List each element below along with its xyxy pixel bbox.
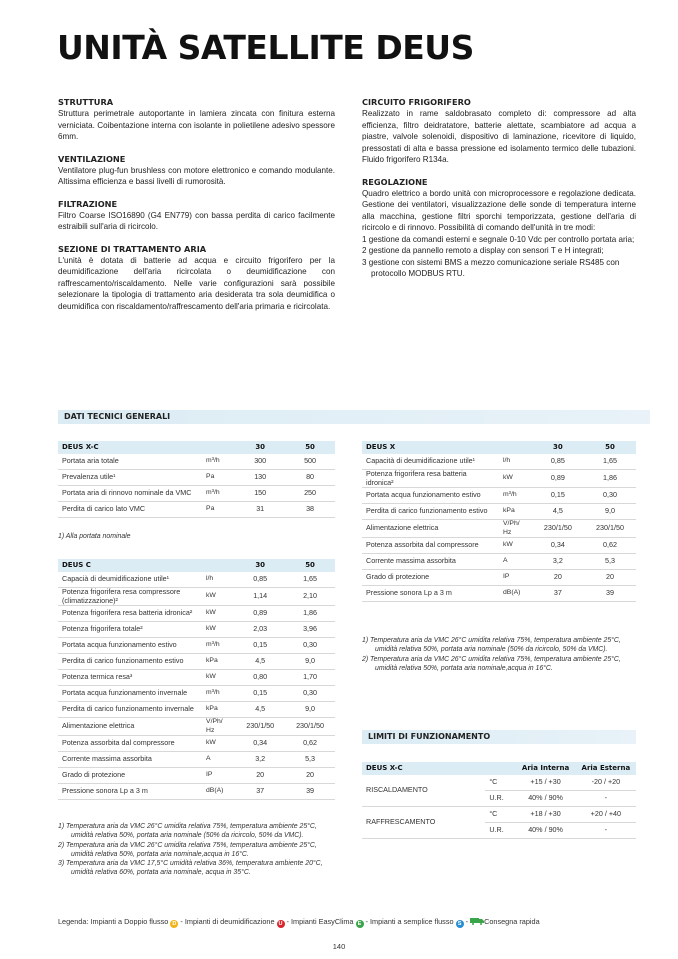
value-30: 4,5	[532, 504, 584, 520]
unit-cell: kW	[499, 470, 532, 488]
unit-cell: kW	[202, 606, 235, 622]
table-row	[58, 752, 335, 768]
unit-cell: IP	[499, 570, 532, 586]
section-regolazione	[362, 177, 636, 280]
truck-icon	[470, 918, 484, 925]
row-label: Corrente massima assorbita	[362, 554, 499, 570]
column-header: DEUS C	[58, 559, 202, 572]
value-50: 1,65	[584, 454, 636, 470]
value-50: 39	[584, 586, 636, 602]
row-label: Portata acqua funzionamento invernale	[58, 686, 202, 702]
value-30: 37	[532, 586, 584, 602]
section-ventilazione	[58, 154, 335, 188]
table-limiti	[362, 762, 636, 839]
control-modes-list	[362, 234, 636, 280]
row-label: Perdita di carico funzionamento estivo	[362, 504, 499, 520]
section-heading: SEZIONE DI TRATTAMENTO ARIA	[58, 243, 207, 254]
footnote: 1) Temperatura aria da VMC 26°C umidita relativa 75%, temperatura ambiente 25°C, umidità relativa 50%, portata aria nominale (50% da ricircolo, 50% da VMC).	[362, 637, 621, 654]
unit-cell: Pa	[202, 502, 235, 518]
unit-cell: Pa	[202, 470, 235, 486]
value-50: 230/1/50	[285, 718, 335, 736]
aria-interna-value: 40% / 90%	[515, 823, 575, 839]
column-header: 50	[285, 441, 335, 454]
value-50: 1,86	[584, 470, 636, 488]
row-label: Capacià di deumidificazione utile¹	[58, 572, 202, 588]
row-label: Perdita di carico funzionamento estivo	[58, 654, 202, 670]
value-50: 9,0	[285, 654, 335, 670]
table-row	[362, 586, 636, 602]
value-30: 4,5	[235, 654, 285, 670]
unit-cell: °C	[485, 807, 515, 823]
unit-cell: l/h	[499, 454, 532, 470]
row-label: Potenza termica resa³	[58, 670, 202, 686]
description-right-column	[362, 97, 636, 291]
value-50: 1,86	[285, 606, 335, 622]
value-50: 250	[285, 486, 335, 502]
aria-esterna-value: -	[576, 791, 636, 807]
aria-interna-value: +15 / +30	[515, 775, 575, 791]
value-50: 3,96	[285, 622, 335, 638]
value-30: 0,34	[235, 736, 285, 752]
row-label: Perdita di carico lato VMC	[58, 502, 202, 518]
footnote: 3) Temperatura aria da VMC 17,5°C umidità relativa 36%, temperatura ambiente 20°C, umidità relativa 60%, portata aria nominale, acqua in 35°C.	[58, 860, 323, 877]
section-text: Realizzato in rame saldobrasato completo di: compressore ad alta efficienza, filtro deidratatore, batterie alettate, scambiatore ad acqua a piastre, valvole solenoidi, dispositivo di laminazione, ricevitore di liquido, pressostati di alta e bassa pressione ed isolamento termico delle tubazioni. Fluido frigorifero R134a.	[362, 109, 636, 164]
row-label: Portata aria totale	[58, 454, 202, 470]
table-row	[58, 622, 335, 638]
row-label: Grado di protezione	[362, 570, 499, 586]
unit-cell: kW	[499, 538, 532, 554]
section-heading: FILTRAZIONE	[58, 198, 118, 209]
value-30: 2,03	[235, 622, 285, 638]
row-label: Portata acqua funzionamento estivo	[58, 638, 202, 654]
value-50: 2,10	[285, 588, 335, 606]
column-header	[202, 559, 235, 572]
legend-label: Consegna rapida	[484, 917, 540, 926]
unit-cell: A	[499, 554, 532, 570]
row-label: Pressione sonora Lp a 3 m	[58, 784, 202, 800]
section-heading: REGOLAZIONE	[362, 176, 428, 187]
unit-cell: kPa	[202, 654, 235, 670]
row-label: Alimentazione elettrica	[58, 718, 202, 736]
value-30: 0,15	[235, 686, 285, 702]
unit-cell: V/Ph/ Hz	[499, 520, 532, 538]
value-30: 4,5	[235, 702, 285, 718]
row-label: Perdita di carico funzionamento invernale	[58, 702, 202, 718]
value-50: 0,30	[285, 686, 335, 702]
unit-cell: dB(A)	[202, 784, 235, 800]
section-filtrazione	[58, 199, 335, 233]
aria-interna-value: +18 / +30	[515, 807, 575, 823]
unit-cell: U.R.	[485, 791, 515, 807]
value-50: 80	[285, 470, 335, 486]
value-30: 20	[532, 570, 584, 586]
table-header-row	[362, 441, 636, 454]
legend-label: - Impianti EasyClima	[284, 917, 354, 926]
row-label: Portata acqua funzionamento estivo	[362, 488, 499, 504]
value-50: 9,0	[285, 702, 335, 718]
table-row	[58, 768, 335, 784]
notes-deus-x	[362, 636, 636, 673]
value-50: 9,0	[584, 504, 636, 520]
unit-cell: kW	[202, 622, 235, 638]
page-number: 140	[332, 942, 346, 951]
description-left-column	[58, 97, 335, 323]
table-header-row	[58, 559, 335, 572]
legend-badge-u-icon: U	[277, 920, 285, 928]
column-header	[202, 441, 235, 454]
row-label: Potenza frigorifera resa batteria idronica²	[58, 606, 202, 622]
value-30: 37	[235, 784, 285, 800]
unit-cell: l/h	[202, 572, 235, 588]
unit-cell: °C	[485, 775, 515, 791]
column-header: 30	[532, 441, 584, 454]
list-item: 1 gestione da comandi esterni e segnale 0-10 Vdc per controllo portata aria;	[362, 234, 635, 244]
notes-deus-c	[58, 822, 335, 878]
unit-cell: m³/h	[202, 486, 235, 502]
table-row	[362, 570, 636, 586]
table-row	[362, 488, 636, 504]
dati-tecnici-header: DATI TECNICI GENERALI	[58, 410, 650, 424]
table-header-row	[58, 441, 335, 454]
value-50: 1,70	[285, 670, 335, 686]
row-label: Potenza assorbita dal compressore	[362, 538, 499, 554]
section-text: Struttura perimetrale autoportante in lamiera zincata con finitura esterna verniciata. Coibentazione interna con isolante in polietilene adesivo spessore 6mm.	[58, 109, 335, 141]
table-deus-xc	[58, 441, 335, 518]
section-heading: CIRCUITO FRIGORIFERO	[362, 97, 471, 107]
section-heading: VENTILAZIONE	[58, 153, 126, 164]
unit-cell: dB(A)	[499, 586, 532, 602]
table-row	[58, 606, 335, 622]
row-label: Capacità di deumidificazione utile¹	[362, 454, 499, 470]
value-30: 31	[235, 502, 285, 518]
unit-cell: kPa	[499, 504, 532, 520]
section-text: Ventilatore plug-fun brushless con motore elettronico e comando modulante. Altissima efficienza e bassi livelli di rumorosità.	[58, 165, 335, 186]
value-50: 0,62	[285, 736, 335, 752]
column-header: Aria Interna	[515, 762, 575, 775]
table-row	[362, 504, 636, 520]
footnote: 2) Temperatura aria da VMC 26°C umidita relativa 75%, temperatura ambiente 25°C, umidità relativa 50%, portata aria nominale,acqua in 16°C.	[58, 841, 317, 858]
column-header	[485, 762, 515, 775]
value-50: 39	[285, 784, 335, 800]
page-title: UNITÀ SATELLITE DEUS	[57, 28, 474, 67]
table-row	[58, 718, 335, 736]
table-row	[58, 588, 335, 606]
aria-esterna-value: -20 / +20	[576, 775, 636, 791]
row-label: Potenza frigorifera totale²	[58, 622, 202, 638]
table-header-row	[362, 762, 636, 775]
column-header: 30	[235, 441, 285, 454]
table-row	[58, 454, 335, 470]
aria-esterna-value: -	[576, 823, 636, 839]
row-label: Grado di protezione	[58, 768, 202, 784]
table-row	[362, 807, 636, 823]
section-text: L'unità è dotata di batterie ad acqua e circuito frigorifero per la deumidificazione dell'aria ricircolata o deumidificazione con raffrescamento/riscaldamento. Nelle varie configurazioni sarà possibile selezionare la tipologia di trattamento aria desiderata tra sola deumidifica o deumidifica con riscaldamento/raffrescamento dell'aria primaria e ricircolata.	[58, 255, 335, 311]
value-30: 0,80	[235, 670, 285, 686]
table-row	[362, 470, 636, 488]
unit-cell: m³/h	[499, 488, 532, 504]
value-30: 300	[235, 454, 285, 470]
value-50: 0,30	[584, 488, 636, 504]
value-50: 230/1/50	[584, 520, 636, 538]
table-row	[362, 454, 636, 470]
section-struttura	[58, 97, 335, 143]
column-header: DEUS X-C	[362, 762, 485, 775]
unit-cell: kW	[202, 736, 235, 752]
value-30: 3,2	[235, 752, 285, 768]
value-30: 0,89	[235, 606, 285, 622]
table-row	[58, 638, 335, 654]
table-deus-x	[362, 441, 636, 602]
section-text: Filtro Coarse ISO16890 (G4 EN779) con bassa perdita di carico facilmente estraibili sull'aria di ricircolo.	[58, 210, 335, 231]
table-row	[362, 775, 636, 791]
row-label: Alimentazione elettrica	[362, 520, 499, 538]
value-30: 0,85	[532, 454, 584, 470]
value-30: 0,15	[235, 638, 285, 654]
column-header: 50	[584, 441, 636, 454]
unit-cell: m³/h	[202, 454, 235, 470]
table-row	[362, 554, 636, 570]
footnote: 1) Temperatura aria da VMC 26°C umidita relativa 75%, temperatura ambiente 25°C, umidità relativa 50%, portata aria nominale (50% da ricircolo, 50% da VMC).	[58, 823, 317, 840]
column-header: 30	[235, 559, 285, 572]
value-30: 130	[235, 470, 285, 486]
mode-label: RAFFRESCAMENTO	[362, 807, 485, 839]
value-50: 5,3	[285, 752, 335, 768]
row-label: Pressione sonora Lp a 3 m	[362, 586, 499, 602]
row-label: Portata aria di rinnovo nominale da VMC	[58, 486, 202, 502]
unit-cell: m³/h	[202, 638, 235, 654]
value-50: 5,3	[584, 554, 636, 570]
table-row	[58, 736, 335, 752]
legend-label: - Impianti a semplice flusso	[363, 917, 454, 926]
section-text: Quadro elettrico a bordo unità con microprocessore e regolazione dedicata. Gestione dei ventilatori, visualizzazione delle sonde di temperatura interne alla macchina, gestione filtri sporchi temporizzata, gestione dell'aria di ricircolo e di rinnovo. Possibilità di comando dell'unità in tre modi:	[362, 188, 636, 232]
value-30: 20	[235, 768, 285, 784]
notes-deus-xc	[58, 532, 335, 541]
unit-cell: A	[202, 752, 235, 768]
list-item: 3 gestione con sistemi BMS a mezzo comunicazione seriale RS485 con protocollo MODBUS RTU.	[362, 257, 620, 278]
unit-cell: U.R.	[485, 823, 515, 839]
aria-esterna-value: +20 / +40	[576, 807, 636, 823]
value-50: 1,65	[285, 572, 335, 588]
value-30: 0,34	[532, 538, 584, 554]
legend-label: -	[463, 917, 469, 926]
limiti-header: LIMITI DI FUNZIONAMENTO	[362, 730, 636, 744]
value-30: 3,2	[532, 554, 584, 570]
table-row	[58, 784, 335, 800]
row-label: Potenza frigorifera resa compressore (climatizzazione)²	[58, 588, 202, 606]
value-30: 0,15	[532, 488, 584, 504]
value-30: 230/1/50	[532, 520, 584, 538]
value-50: 20	[285, 768, 335, 784]
column-header: Aria Esterna	[576, 762, 636, 775]
column-header	[499, 441, 532, 454]
value-50: 20	[584, 570, 636, 586]
value-30: 230/1/50	[235, 718, 285, 736]
unit-cell: m³/h	[202, 686, 235, 702]
row-label: Potenza assorbita dal compressore	[58, 736, 202, 752]
value-30: 150	[235, 486, 285, 502]
value-30: 0,85	[235, 572, 285, 588]
footnote: 1) Alla portata nominale	[58, 533, 131, 540]
table-row	[58, 654, 335, 670]
column-header: DEUS X	[362, 441, 499, 454]
table-row	[58, 572, 335, 588]
table-row	[58, 470, 335, 486]
value-50: 0,62	[584, 538, 636, 554]
table-row	[58, 686, 335, 702]
table-row	[58, 702, 335, 718]
footnote: 2) Temperatura aria da VMC 26°C umidita relativa 75%, temperatura ambiente 25°C, umidità relativa 50%, portata aria nominale,acqua in 16°C.	[362, 655, 621, 672]
mode-label: RISCALDAMENTO	[362, 775, 485, 807]
legend-prefix: Legenda: Impianti a Doppio flusso	[58, 917, 169, 926]
table-row	[362, 520, 636, 538]
unit-cell: kPa	[202, 702, 235, 718]
legend-badge-d-icon: D	[170, 920, 178, 928]
value-30: 0,89	[532, 470, 584, 488]
section-heading: STRUTTURA	[58, 97, 114, 107]
row-label: Corrente massima assorbita	[58, 752, 202, 768]
column-header: 50	[285, 559, 335, 572]
table-deus-c	[58, 559, 335, 800]
table-row	[58, 670, 335, 686]
unit-cell: IP	[202, 768, 235, 784]
row-label: Prevalenza utile¹	[58, 470, 202, 486]
legend-badge-e-icon: E	[356, 920, 364, 928]
table-row	[58, 502, 335, 518]
legend	[58, 917, 540, 928]
value-50: 38	[285, 502, 335, 518]
table-row	[362, 538, 636, 554]
value-30: 1,14	[235, 588, 285, 606]
section-circuito-frigorifero	[362, 97, 636, 166]
column-header: DEUS X-C	[58, 441, 202, 454]
table-row	[58, 486, 335, 502]
unit-cell: kW	[202, 588, 235, 606]
aria-interna-value: 40% / 90%	[515, 791, 575, 807]
unit-cell: V/Ph/ Hz	[202, 718, 235, 736]
legend-badge-s-icon: S	[456, 920, 464, 928]
legend-label: - Impianti di deumidificazione	[178, 917, 275, 926]
unit-cell: kW	[202, 670, 235, 686]
list-item: 2 gestione da pannello remoto a display con sensori T e H integrati;	[362, 246, 604, 255]
value-50: 500	[285, 454, 335, 470]
row-label: Potenza frigorifera resa batteria idronica²	[362, 470, 499, 488]
section-trattamento-aria	[58, 244, 335, 313]
value-50: 0,30	[285, 638, 335, 654]
